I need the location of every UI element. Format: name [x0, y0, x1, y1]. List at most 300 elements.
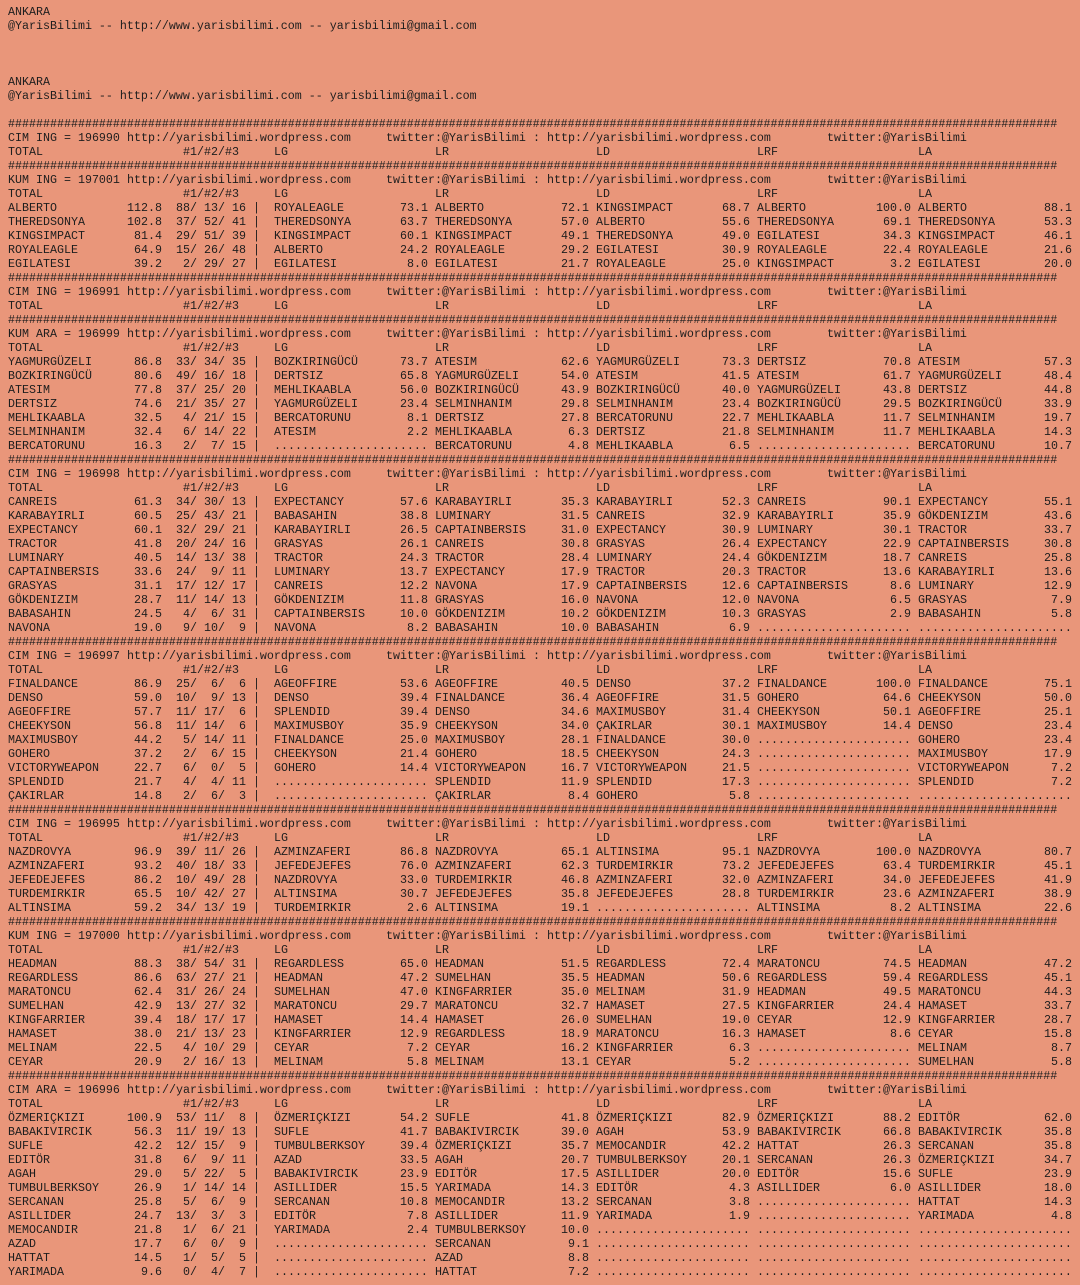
column-header-lr: LR: [435, 299, 449, 313]
column-header-123: #1/#2/#3: [183, 943, 239, 957]
lrf-score: 74.5: [883, 957, 911, 971]
ld-horse-name: VICTORYWEAPON: [596, 761, 687, 775]
ld-horse-name: FINALDANCE: [596, 733, 666, 747]
column-header-row: [8, 145, 1080, 159]
site-link[interactable]: http://yarisbilimi.wordpress.com: [127, 929, 351, 943]
lrf-score: 13.6: [883, 565, 911, 579]
la-score: 33.7: [1044, 523, 1072, 537]
twitter-handle[interactable]: twitter:@YarisBilimi: [386, 467, 526, 481]
la-score: 53.3: [1044, 215, 1072, 229]
lr-score: 34.6: [561, 705, 589, 719]
la-score: 7.9: [1051, 593, 1072, 607]
ld-score: 37.2: [722, 677, 750, 691]
column-header-total: TOTAL: [8, 341, 43, 355]
divider: ######################################################################################################################################################: [8, 1069, 1058, 1083]
place-counts: 6/ 14/ 22: [169, 425, 246, 439]
total-score: 62.4: [134, 985, 162, 999]
twitter-handle[interactable]: twitter:@YarisBilimi: [386, 131, 526, 145]
twitter-handle[interactable]: twitter:@YarisBilimi: [827, 649, 967, 663]
lg-empty-placeholder: ......................: [274, 1251, 428, 1265]
column-separator: |: [253, 705, 260, 719]
twitter-handle[interactable]: twitter:@YarisBilimi: [827, 817, 967, 831]
site-link[interactable]: http://yarisbilimi.wordpress.com: [547, 649, 771, 663]
place-counts: 13/ 3/ 3: [169, 1209, 246, 1223]
table-row: [8, 383, 1080, 397]
ld-score: 24.4: [722, 551, 750, 565]
la-score: 88.1: [1044, 201, 1072, 215]
table-row: [8, 999, 1080, 1013]
table-row: [8, 243, 1080, 257]
lr-horse-name: GÖKDENIZIM: [435, 607, 505, 621]
twitter-handle[interactable]: twitter:@YarisBilimi: [827, 1083, 967, 1097]
table-row: [8, 369, 1080, 383]
lrf-score: 29.5: [883, 397, 911, 411]
race-label: KUM ARA = 196999: [8, 327, 120, 341]
twitter-handle[interactable]: twitter:@YarisBilimi: [827, 929, 967, 943]
lg-horse-name: CAPTAINBERSIS: [274, 607, 365, 621]
column-header-lr: LR: [435, 481, 449, 495]
site-link[interactable]: http://yarisbilimi.wordpress.com: [127, 649, 351, 663]
lr-horse-name: ASILLIDER: [435, 1209, 498, 1223]
lrf-empty-placeholder: ......................: [757, 789, 911, 803]
site-link[interactable]: http://yarisbilimi.wordpress.com: [127, 817, 351, 831]
column-separator: |: [253, 845, 260, 859]
lg-score: 25.0: [400, 733, 428, 747]
lg-score: 47.2: [400, 971, 428, 985]
place-counts: 11/ 19/ 13: [169, 1125, 246, 1139]
race-header: [8, 929, 1080, 943]
lrf-horse-name: SERCANAN: [757, 1153, 813, 1167]
horse-name: YAGMURGÜZELI: [8, 355, 92, 369]
place-counts: 25/ 43/ 21: [169, 509, 246, 523]
site-link[interactable]: http://yarisbilimi.wordpress.com: [547, 173, 771, 187]
table-row: [8, 733, 1080, 747]
la-score: 15.8: [1044, 1027, 1072, 1041]
place-counts: 34/ 30/ 13: [169, 495, 246, 509]
lr-score: 36.4: [561, 691, 589, 705]
lr-horse-name: BERCATORUNU: [435, 439, 512, 453]
lg-score: 38.8: [400, 509, 428, 523]
lg-score: 23.4: [400, 397, 428, 411]
ld-score: 21.5: [722, 761, 750, 775]
twitter-handle[interactable]: twitter:@YarisBilimi: [386, 649, 526, 663]
lg-horse-name: SUFLE: [274, 1125, 309, 1139]
place-counts: 88/ 13/ 16: [169, 201, 246, 215]
lrf-score: 100.0: [876, 845, 911, 859]
ld-horse-name: ÇAKIRLAR: [596, 719, 652, 733]
table-row: [8, 1125, 1080, 1139]
lr-score: 34.0: [561, 719, 589, 733]
table-row: [8, 1013, 1080, 1027]
ld-horse-name: EGILATESI: [596, 243, 659, 257]
total-score: 81.4: [134, 229, 162, 243]
la-score: 5.8: [1051, 607, 1072, 621]
column-header-lg: LG: [274, 481, 288, 495]
lr-score: 35.3: [561, 495, 589, 509]
lr-score: 39.0: [561, 1125, 589, 1139]
total-score: 96.9: [134, 845, 162, 859]
column-header-ld: LD: [596, 663, 610, 677]
lr-horse-name: HAMASET: [435, 1013, 484, 1027]
column-header-lrf: LRF: [757, 145, 778, 159]
lrf-score: 6.5: [890, 593, 911, 607]
colon: :: [533, 649, 540, 663]
column-header-la: LA: [918, 187, 932, 201]
lr-score: 40.5: [561, 677, 589, 691]
column-header-lrf: LRF: [757, 341, 778, 355]
place-counts: 11/ 14/ 13: [169, 593, 246, 607]
twitter-handle[interactable]: twitter:@YarisBilimi: [827, 131, 967, 145]
lr-score: 41.8: [561, 1111, 589, 1125]
la-horse-name: MEHLIKAABLA: [918, 425, 995, 439]
column-separator: |: [253, 985, 260, 999]
lg-empty-placeholder: ......................: [274, 439, 428, 453]
column-separator: |: [253, 509, 260, 523]
total-score: 14.5: [134, 1251, 162, 1265]
lrf-score: 88.2: [883, 1111, 911, 1125]
place-counts: 15/ 26/ 48: [169, 243, 246, 257]
la-horse-name: ALTINSIMA: [918, 901, 981, 915]
la-horse-name: DENSO: [918, 719, 953, 733]
ld-empty-placeholder: ......................: [596, 1251, 750, 1265]
lr-horse-name: SERCANAN: [435, 1237, 491, 1251]
lr-horse-name: DENSO: [435, 705, 470, 719]
lrf-score: 59.4: [883, 971, 911, 985]
table-row: [8, 439, 1080, 453]
lg-score: 39.4: [400, 691, 428, 705]
lg-horse-name: ALBERTO: [274, 243, 323, 257]
ld-horse-name: MARATONCU: [596, 1027, 659, 1041]
la-horse-name: HAMASET: [918, 999, 967, 1013]
lg-horse-name: KINGSIMPACT: [274, 229, 351, 243]
column-separator: |: [253, 747, 260, 761]
ld-horse-name: BERCATORUNU: [596, 411, 673, 425]
ld-horse-name: TUMBULBERKSOY: [596, 1153, 687, 1167]
la-score: 28.7: [1044, 1013, 1072, 1027]
table-row: [8, 1027, 1080, 1041]
la-score: 4.8: [1051, 1209, 1072, 1223]
la-score: 14.3: [1044, 425, 1072, 439]
site-link[interactable]: http://yarisbilimi.wordpress.com: [547, 327, 771, 341]
twitter-handle[interactable]: twitter:@YarisBilimi: [827, 327, 967, 341]
place-counts: 13/ 27/ 32: [169, 999, 246, 1013]
lg-horse-name: MELINAM: [274, 1055, 323, 1069]
lrf-horse-name: LUMINARY: [757, 523, 813, 537]
ld-score: 28.8: [722, 887, 750, 901]
place-counts: 21/ 35/ 27: [169, 397, 246, 411]
column-header-123: #1/#2/#3: [183, 299, 239, 313]
twitter-handle[interactable]: twitter:@YarisBilimi: [386, 173, 526, 187]
twitter-handle[interactable]: twitter:@YarisBilimi: [827, 173, 967, 187]
column-header-lrf: LRF: [757, 831, 778, 845]
column-separator: |: [253, 957, 260, 971]
site-link[interactable]: http://yarisbilimi.wordpress.com: [127, 173, 351, 187]
lrf-score: 30.1: [883, 523, 911, 537]
lr-horse-name: SUMELHAN: [435, 971, 491, 985]
lr-horse-name: GRASYAS: [435, 593, 484, 607]
table-row: [8, 621, 1080, 635]
lr-score: 35.0: [561, 985, 589, 999]
lr-score: 17.9: [561, 565, 589, 579]
la-empty-placeholder: ......................: [918, 789, 1072, 803]
ld-score: 10.3: [722, 607, 750, 621]
ld-score: 16.3: [722, 1027, 750, 1041]
total-score: 64.9: [134, 243, 162, 257]
lrf-horse-name: HAMASET: [757, 1027, 806, 1041]
horse-name: KINGFARRIER: [8, 1013, 85, 1027]
lr-score: 62.3: [561, 859, 589, 873]
lrf-empty-placeholder: ......................: [757, 1055, 911, 1069]
site-link[interactable]: http://yarisbilimi.wordpress.com: [127, 131, 351, 145]
la-horse-name: EDITÖR: [918, 1111, 960, 1125]
place-counts: 4/ 10/ 29: [169, 1041, 246, 1055]
column-separator: |: [253, 1237, 260, 1251]
ld-score: 68.7: [722, 201, 750, 215]
place-counts: 37/ 52/ 41: [169, 215, 246, 229]
la-horse-name: MELINAM: [918, 1041, 967, 1055]
ld-horse-name: DERTSIZ: [596, 425, 645, 439]
la-empty-placeholder: ......................: [918, 1251, 1072, 1265]
la-horse-name: KARABAYIRLI: [918, 565, 995, 579]
lrf-score: 34.3: [883, 229, 911, 243]
la-horse-name: ASILLIDER: [918, 1181, 981, 1195]
lrf-horse-name: MEHLIKAABLA: [757, 411, 834, 425]
column-separator: |: [253, 215, 260, 229]
twitter-handle[interactable]: twitter:@YarisBilimi: [386, 1083, 526, 1097]
la-horse-name: GOHERO: [918, 733, 960, 747]
lr-horse-name: VICTORYWEAPON: [435, 761, 526, 775]
column-separator: |: [253, 719, 260, 733]
lr-horse-name: SUFLE: [435, 1111, 470, 1125]
lr-score: 28.4: [561, 551, 589, 565]
la-empty-placeholder: ......................: [918, 1265, 1072, 1279]
site-link[interactable]: http://yarisbilimi.wordpress.com: [547, 467, 771, 481]
ld-score: 30.1: [722, 719, 750, 733]
column-header-total: TOTAL: [8, 187, 43, 201]
total-score: 86.8: [134, 355, 162, 369]
column-separator: |: [253, 551, 260, 565]
ld-score: 6.9: [729, 621, 750, 635]
total-score: 26.9: [134, 1181, 162, 1195]
lrf-horse-name: GÖKDENIZIM: [757, 551, 827, 565]
table-row: [8, 201, 1080, 215]
place-counts: 31/ 26/ 24: [169, 985, 246, 999]
lrf-score: 22.9: [883, 537, 911, 551]
lrf-score: 70.8: [883, 355, 911, 369]
total-score: 22.5: [134, 1041, 162, 1055]
la-horse-name: GÖKDENIZIM: [918, 509, 988, 523]
lrf-horse-name: ALBERTO: [757, 201, 806, 215]
race-label: CIM ING = 196998: [8, 467, 120, 481]
site-link[interactable]: http://yarisbilimi.wordpress.com: [547, 1083, 771, 1097]
lrf-horse-name: KARABAYIRLI: [757, 509, 834, 523]
horse-name: BOZKIRINGÜCÜ: [8, 369, 92, 383]
lg-score: 7.2: [407, 1041, 428, 1055]
place-counts: 4/ 6/ 31: [169, 607, 246, 621]
table-row: [8, 719, 1080, 733]
column-header-total: TOTAL: [8, 145, 43, 159]
table-row: [8, 1209, 1080, 1223]
column-separator: |: [253, 383, 260, 397]
ld-horse-name: BABASAHIN: [596, 621, 659, 635]
column-header-lg: LG: [274, 1097, 288, 1111]
race-header: [8, 131, 1080, 145]
lg-horse-name: ROYALEAGLE: [274, 201, 344, 215]
table-row: [8, 887, 1080, 901]
lg-score: 41.7: [400, 1125, 428, 1139]
lg-score: 12.9: [400, 1027, 428, 1041]
column-separator: |: [253, 565, 260, 579]
site-link[interactable]: http://yarisbilimi.wordpress.com: [127, 467, 351, 481]
hash-divider: [8, 1069, 1080, 1083]
horse-name: SPLENDID: [8, 775, 64, 789]
column-separator: |: [253, 887, 260, 901]
ld-horse-name: ALTINSIMA: [596, 845, 659, 859]
lg-horse-name: NAZDROVYA: [274, 873, 337, 887]
lr-score: 18.9: [561, 1027, 589, 1041]
total-score: 14.8: [134, 789, 162, 803]
total-score: 112.8: [127, 201, 162, 215]
lr-horse-name: LUMINARY: [435, 509, 491, 523]
la-score: 18.0: [1044, 1181, 1072, 1195]
lrf-score: 15.6: [883, 1167, 911, 1181]
horse-name: DERTSIZ: [8, 397, 57, 411]
lg-horse-name: AZMINZAFERI: [274, 845, 351, 859]
column-header-123: #1/#2/#3: [183, 187, 239, 201]
ld-horse-name: JEFEDEJEFES: [596, 887, 673, 901]
table-row: [8, 215, 1080, 229]
column-separator: |: [253, 411, 260, 425]
ld-score: 50.6: [722, 971, 750, 985]
la-score: 10.7: [1044, 439, 1072, 453]
lrf-horse-name: THEREDSONYA: [757, 215, 834, 229]
column-separator: |: [253, 1167, 260, 1181]
lrf-horse-name: ROYALEAGLE: [757, 243, 827, 257]
twitter-handle[interactable]: twitter:@YarisBilimi: [386, 817, 526, 831]
ld-horse-name: MEHLIKAABLA: [596, 439, 673, 453]
place-counts: 14/ 13/ 38: [169, 551, 246, 565]
lrf-score: 69.1: [883, 215, 911, 229]
column-separator: |: [253, 1265, 260, 1279]
lr-horse-name: KARABAYIRLI: [435, 495, 512, 509]
lr-horse-name: EXPECTANCY: [435, 565, 505, 579]
lg-score: 33.5: [400, 1153, 428, 1167]
site-link[interactable]: http://yarisbilimi.wordpress.com: [127, 285, 351, 299]
column-separator: |: [253, 859, 260, 873]
race-header: [8, 173, 1080, 187]
site-link[interactable]: http://yarisbilimi.wordpress.com: [127, 1083, 351, 1097]
column-separator: |: [253, 1139, 260, 1153]
twitter-handle[interactable]: twitter:@YarisBilimi: [386, 929, 526, 943]
column-header-lr: LR: [435, 1097, 449, 1111]
lg-score: 33.0: [400, 873, 428, 887]
site-link[interactable]: http://yarisbilimi.wordpress.com: [127, 327, 351, 341]
horse-name: AGAH: [8, 1167, 36, 1181]
column-header-123: #1/#2/#3: [183, 663, 239, 677]
place-counts: 4/ 4/ 11: [169, 775, 246, 789]
la-horse-name: BOZKIRINGÜCÜ: [918, 397, 1002, 411]
lg-score: 39.4: [400, 1139, 428, 1153]
lrf-empty-placeholder: ......................: [757, 1251, 911, 1265]
lr-score: 28.1: [561, 733, 589, 747]
lg-score: 60.1: [400, 229, 428, 243]
lr-score: 16.0: [561, 593, 589, 607]
la-score: 57.3: [1044, 355, 1072, 369]
la-score: 19.7: [1044, 411, 1072, 425]
ld-score: 31.4: [722, 705, 750, 719]
place-counts: 29/ 51/ 39: [169, 229, 246, 243]
column-header-lg: LG: [274, 187, 288, 201]
race-label: KUM ING = 197000: [8, 929, 120, 943]
lr-score: 10.2: [561, 607, 589, 621]
lr-horse-name: CAPTAINBERSIS: [435, 523, 526, 537]
la-horse-name: YARIMADA: [918, 1209, 974, 1223]
race-header: [8, 817, 1080, 831]
site-link[interactable]: http://yarisbilimi.wordpress.com: [547, 817, 771, 831]
column-header-123: #1/#2/#3: [183, 341, 239, 355]
la-horse-name: ÖZMERIÇKIZI: [918, 1153, 995, 1167]
site-link[interactable]: http://yarisbilimi.wordpress.com: [547, 285, 771, 299]
horse-name: CAPTAINBERSIS: [8, 565, 99, 579]
site-link[interactable]: http://yarisbilimi.wordpress.com: [547, 929, 771, 943]
la-horse-name: CANREIS: [918, 551, 967, 565]
lg-score: 86.8: [400, 845, 428, 859]
lg-horse-name: HAMASET: [274, 1013, 323, 1027]
lr-score: 35.8: [561, 887, 589, 901]
hash-divider: [8, 313, 1080, 327]
column-header-ld: LD: [596, 341, 610, 355]
lrf-score: 49.5: [883, 985, 911, 999]
column-separator: |: [253, 1209, 260, 1223]
twitter-handle[interactable]: twitter:@YarisBilimi: [827, 467, 967, 481]
lg-score: 14.4: [400, 761, 428, 775]
la-horse-name: SUMELHAN: [918, 1055, 974, 1069]
horse-name: KARABAYIRLI: [8, 509, 85, 523]
site-link[interactable]: http://yarisbilimi.wordpress.com: [547, 131, 771, 145]
column-header-row: [8, 341, 1080, 355]
place-counts: 53/ 11/ 8: [169, 1111, 246, 1125]
ld-score: 53.9: [722, 1125, 750, 1139]
la-empty-placeholder: ......................: [918, 1223, 1072, 1237]
twitter-handle[interactable]: twitter:@YarisBilimi: [386, 327, 526, 341]
lrf-horse-name: SELMINHANIM: [757, 425, 834, 439]
lg-score: 11.8: [400, 593, 428, 607]
race-label: CIM ING = 196991: [8, 285, 120, 299]
divider: ######################################################################################################################################################: [8, 159, 1058, 173]
column-separator: |: [253, 397, 260, 411]
lrf-score: 43.8: [883, 383, 911, 397]
table-row: [8, 775, 1080, 789]
twitter-handle[interactable]: twitter:@YarisBilimi: [827, 285, 967, 299]
lr-horse-name: EDITÖR: [435, 1167, 477, 1181]
lg-horse-name: BABAKIVIRCIK: [274, 1167, 358, 1181]
column-separator: |: [253, 1027, 260, 1041]
ld-horse-name: ÖZMERIÇKIZI: [596, 1111, 673, 1125]
lrf-score: 24.4: [883, 999, 911, 1013]
ld-score: 31.5: [722, 691, 750, 705]
twitter-handle[interactable]: twitter:@YarisBilimi: [386, 285, 526, 299]
table-row: [8, 537, 1080, 551]
lr-horse-name: TRACTOR: [435, 551, 484, 565]
lrf-score: 61.7: [883, 369, 911, 383]
la-score: 35.8: [1044, 1125, 1072, 1139]
lrf-score: 63.4: [883, 859, 911, 873]
hash-divider: [8, 159, 1080, 173]
column-header-lr: LR: [435, 663, 449, 677]
ld-score: 5.8: [729, 789, 750, 803]
ld-score: 26.4: [722, 537, 750, 551]
lg-horse-name: BERCATORUNU: [274, 411, 351, 425]
